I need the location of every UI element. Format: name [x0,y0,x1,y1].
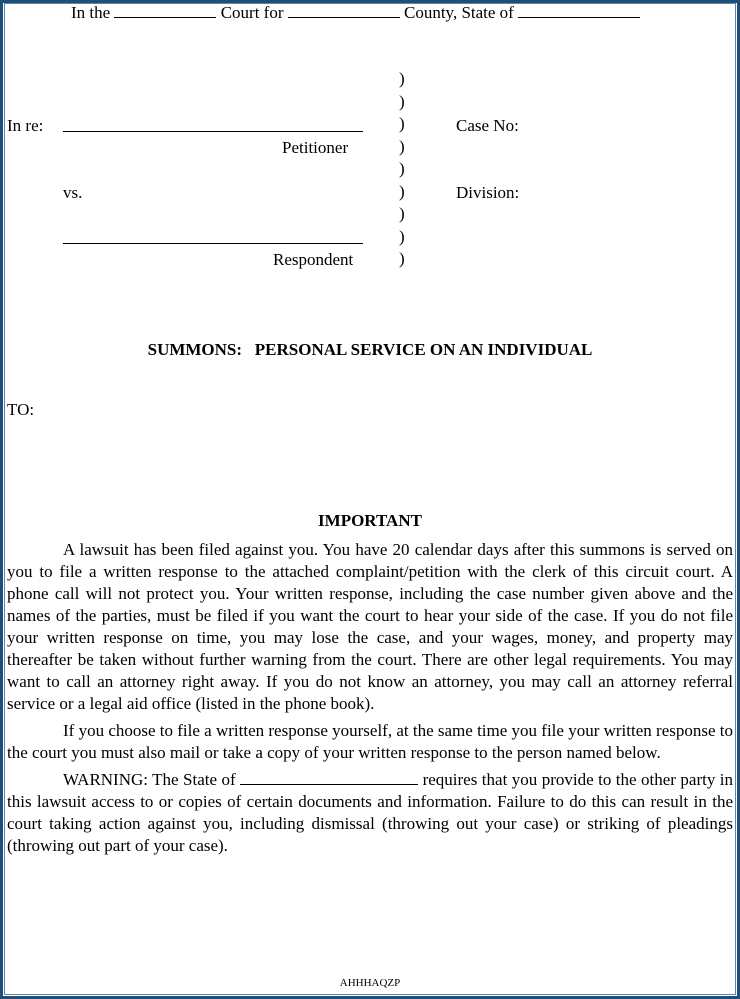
warning-prefix: WARNING: The State of [63,770,236,789]
in-re-label: In re: [7,116,44,135]
caption-paren: ) [399,181,405,201]
court-name-blank[interactable] [114,2,216,18]
caption-paren: ) [399,159,405,178]
county-state-label: County, State of [403,3,514,22]
warning-paragraph [7,769,733,857]
caption-paren: ) [399,91,405,111]
division-label: Division: [456,183,520,202]
caption-paren: ) [399,114,405,133]
petitioner-name-blank[interactable] [63,116,363,132]
notice-paragraph: If you choose to file a written response yourself, at the same time you file your written response to the court you must also mail or take a copy of your written response to the person named below. [7,721,733,762]
footer-code: AHHHAQZP [339,977,401,989]
notice-paragraph: A lawsuit has been filed against you. You have 20 calendar days after this summons is served on you to file a written response to the attached complaint/petition with the clerk of this circuit court. A phone call will not protect you. Your written response, including the case number given above and the names of the parties, must be filed if you want the court to hear your side of the case. If you do not file your written response on time, you may lose the case, and your wages, money, and property may thereafter be taken without further warning from the court. There are other legal requirements. You may want to call an attorney right away. If you do not know an attorney, you may call an attorney referral service or a legal aid office (listed in the phone book). [7,540,733,713]
state-name-blank[interactable] [518,2,640,18]
to-label: TO: [7,400,35,419]
caption-paren: ) [399,136,405,156]
respondent-name-blank[interactable] [63,228,363,244]
court-header-line [71,2,640,24]
caption-paren: ) [399,249,405,268]
document-title: SUMMONS: PERSONAL SERVICE ON AN INDIVIDUAL [147,340,593,359]
county-name-blank[interactable] [288,2,400,18]
summons-document [7,0,733,999]
caption-divider [399,68,409,271]
case-no-label: Case No: [456,116,519,135]
court-for-label: Court for [220,3,284,22]
important-heading: IMPORTANT [318,511,422,530]
caption-paren: ) [399,226,405,246]
vs-label: vs. [63,183,83,202]
caption-paren: ) [399,204,405,223]
warning-text: requires that you provide to the other party in this lawsuit access to or copies of certain documents and information. Failure to do this can result in the court taking action against you, including dismissal (throwing out your case) or striking of pleadings (throwing out part of your case). [7,770,734,855]
petitioner-label: Petitioner [282,138,349,157]
in-the-label: In the [71,3,111,22]
caption-paren: ) [399,69,405,88]
respondent-label: Respondent [273,250,354,269]
warning-state-blank[interactable] [240,769,418,785]
notice-body [7,539,733,862]
